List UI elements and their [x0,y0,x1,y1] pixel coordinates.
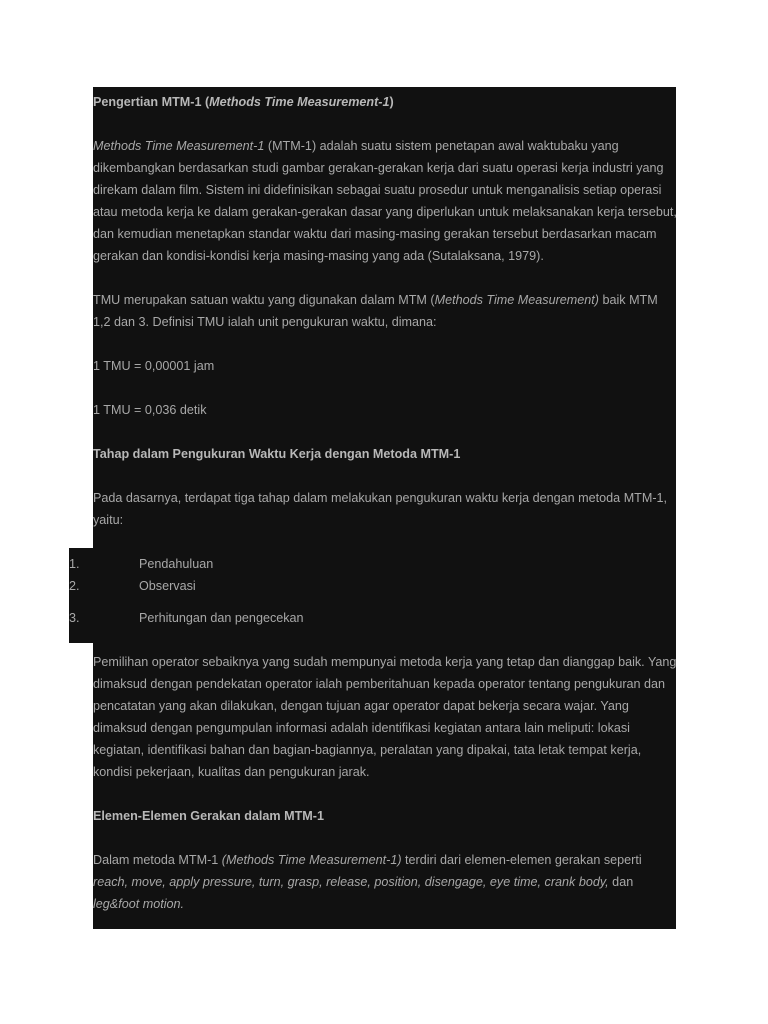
paragraph-tmu: TMU merupakan satuan waktu yang digunakan dalam MTM (Methods Time Measurement) baik MTM 1,2 dan 3. Definisi TMU ialah unit pengukuran waktu, dimana: [93,293,658,329]
heading-tahap: Tahap dalam Pengukuran Waktu Kerja dengan Metoda MTM-1 [93,447,461,461]
list-number: 1. [69,557,80,571]
paragraph-elemen: Dalam metoda MTM-1 (Methods Time Measurement-1) terdiri dari elemen-elemen gerakan seperti reach, move, apply pressure, turn, grasp, release, position, disengage, eye time, crank body, dan leg&foot motion. [93,853,642,911]
list-number: 2. [69,579,80,593]
paragraph-definition: Methods Time Measurement-1 (MTM-1) adalah suatu sistem penetapan awal waktubaku yang dikembangkan berdasarkan studi gambar gerakan-gerakan kerja dari suatu operasi kerja industri yang direkam dalam film. Sistem ini didefinisikan sebagai suatu prosedur untuk menganalisis setiap operasi atau metoda kerja ke dalam gerakan-gerakan dasar yang diperlukan untuk melaksanakan kerja tersebut, dan kemudian menetapkan standar waktu dari masing-masing gerakan tersebut berdasarkan macam gerakan dan kondisi-kondisi kerja masing-masing yang ada (Sutalaksana, 1979). [93,139,677,263]
document-content [69,91,677,937]
list-label: Pendahuluan [139,557,214,571]
list-item [69,575,677,597]
stage-list [69,553,677,629]
list-item [69,553,677,575]
list-number: 3. [69,611,80,625]
heading-elemen: Elemen-Elemen Gerakan dalam MTM-1 [93,809,324,823]
equation-tmu-detik: 1 TMU = 0,036 detik [93,403,207,417]
paragraph-operator: Pemilihan operator sebaiknya yang sudah mempunyai metoda kerja yang tetap dan dianggap baik. Yang dimaksud dengan pendekatan operator ialah pemberitahuan kepada operator tentang pengukuran dan pencatatan yang akan dilakukan, dengan tujuan agar operator dapat bekerja secara wajar. Yang dimaksud dengan pengumpulan informasi adalah identifikasi kegiatan antara lain meliputi: lokasi kegiatan, identifikasi bahan dan bagian-bagiannya, peralatan yang dipakai, tata letak tempat kerja, kondisi pekerjaan, kualitas dan pengukuran jarak. [93,655,677,779]
paragraph-tahap-intro: Pada dasarnya, terdapat tiga tahap dalam melakukan pengukuran waktu kerja dengan metoda MTM-1, yaitu: [93,491,668,527]
heading-pengertian-mtm1: Pengertian MTM-1 (Methods Time Measurement-1) [93,95,394,109]
list-label: Perhitungan dan pengecekan [139,611,304,625]
equation-tmu-jam: 1 TMU = 0,00001 jam [93,359,215,373]
list-item [69,607,677,629]
list-label: Observasi [139,579,196,593]
